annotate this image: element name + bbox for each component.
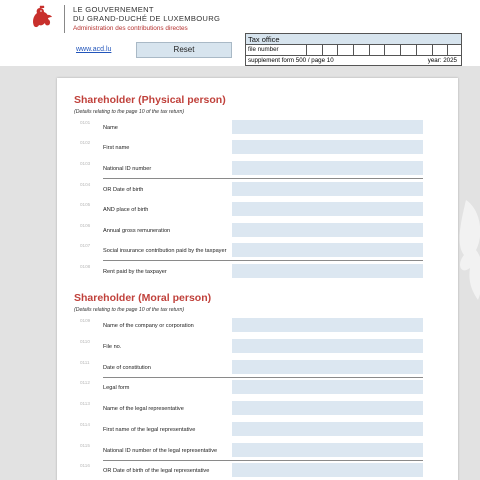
site-link[interactable]: www.acd.lu	[76, 46, 112, 53]
legal-rep-national-id-input[interactable]	[232, 443, 423, 457]
field-label: Name	[103, 125, 118, 131]
name-input[interactable]	[232, 120, 423, 134]
file-number-cell[interactable]	[400, 45, 416, 55]
file-no-input[interactable]	[232, 339, 423, 353]
app-header	[0, 0, 480, 66]
field-code: 0101	[80, 120, 91, 125]
form-row	[57, 339, 458, 359]
field-code: 0105	[80, 202, 91, 207]
supplement-label: supplement form 500 / page 10	[248, 57, 334, 64]
form-row	[57, 140, 458, 160]
year-label: year: 2025	[427, 57, 457, 64]
field-code: 0116	[80, 463, 90, 468]
field-label: Annual gross remuneration	[103, 228, 171, 234]
supplement-row	[245, 56, 462, 66]
government-title	[73, 5, 220, 23]
field-label: Date of constitution	[103, 365, 151, 371]
tax-office-field[interactable]: Tax office	[245, 33, 462, 45]
file-number-cell[interactable]	[447, 45, 463, 55]
file-number-cell[interactable]	[416, 45, 432, 55]
form-row	[57, 318, 458, 338]
section-title-physical: Shareholder (Physical person)	[74, 94, 226, 106]
social-insurance-input[interactable]	[232, 243, 423, 257]
field-label: Legal form	[103, 385, 130, 391]
form-row	[57, 401, 458, 421]
separator	[103, 377, 423, 378]
field-code: 0103	[80, 161, 91, 166]
field-label: First name of the legal representative	[103, 427, 196, 433]
field-label: File no.	[103, 344, 122, 350]
tax-office-box	[245, 33, 462, 67]
file-number-cell[interactable]	[432, 45, 448, 55]
legal-rep-name-input[interactable]	[232, 401, 423, 415]
company-name-input[interactable]	[232, 318, 423, 332]
form-row	[57, 202, 458, 222]
file-number-cell[interactable]	[384, 45, 400, 55]
field-code: 0108	[80, 264, 91, 269]
separator	[103, 260, 423, 261]
form-row	[57, 223, 458, 243]
field-label: OR Date of birth	[103, 187, 144, 193]
section-note-physical: (Details relating to the page 10 of the tax return)	[74, 109, 185, 115]
field-label: AND place of birth	[103, 207, 149, 213]
file-number-cell[interactable]	[322, 45, 338, 55]
field-code: 0109	[80, 318, 91, 323]
form-row	[57, 264, 458, 284]
national-id-input[interactable]	[232, 161, 423, 175]
file-number-cells[interactable]	[306, 45, 463, 55]
rent-paid-input[interactable]	[232, 264, 423, 278]
file-number-label: file number	[248, 46, 279, 53]
section-title-moral: Shareholder (Moral person)	[74, 292, 212, 304]
separator	[103, 460, 423, 461]
file-number-cell[interactable]	[306, 45, 322, 55]
government-title-line1: LE GOUVERNEMENT	[73, 5, 154, 14]
place-of-birth-input[interactable]	[232, 202, 423, 216]
field-label: Name of the company or corporation	[103, 323, 194, 329]
file-number-cell[interactable]	[353, 45, 369, 55]
field-code: 0114	[80, 422, 90, 427]
field-label: Name of the legal representative	[103, 406, 184, 412]
field-label: National ID number of the legal representative	[103, 448, 218, 454]
administration-name: Administration des contributions directes	[73, 25, 188, 32]
file-number-row	[245, 45, 462, 56]
field-label: National ID number	[103, 166, 152, 172]
date-of-constitution-input[interactable]	[232, 360, 423, 374]
header-divider	[64, 5, 65, 33]
reset-button[interactable]: Reset	[136, 42, 232, 58]
field-code: 0104	[80, 182, 91, 187]
field-label: OR Date of birth of the legal representative	[103, 468, 210, 474]
field-code: 0115	[80, 443, 90, 448]
file-number-cell[interactable]	[337, 45, 353, 55]
file-number-cell[interactable]	[369, 45, 385, 55]
form-row	[57, 463, 458, 480]
field-label: First name	[103, 145, 130, 151]
form-page	[57, 78, 458, 480]
legal-rep-date-of-birth-input[interactable]	[232, 463, 423, 477]
section-note-moral: (Details relating to the page 10 of the tax return)	[74, 307, 185, 313]
form-row	[57, 422, 458, 442]
form-row	[57, 380, 458, 400]
field-code: 0102	[80, 140, 91, 145]
field-code: 0112	[80, 380, 90, 385]
date-of-birth-input[interactable]	[232, 182, 423, 196]
form-row	[57, 120, 458, 140]
field-code: 0107	[80, 243, 91, 248]
gross-remuneration-input[interactable]	[232, 223, 423, 237]
field-label: Rent paid by the taxpayer	[103, 269, 167, 275]
government-title-line2: DU GRAND-DUCHÉ DE LUXEMBOURG	[73, 14, 221, 23]
legal-rep-first-name-input[interactable]	[232, 422, 423, 436]
legal-form-input[interactable]	[232, 380, 423, 394]
field-code: 0111	[80, 360, 90, 365]
first-name-input[interactable]	[232, 140, 423, 154]
field-code: 0110	[80, 339, 90, 344]
form-row	[57, 182, 458, 202]
field-code: 0106	[80, 223, 91, 228]
separator	[103, 178, 423, 179]
field-code: 0113	[80, 401, 90, 406]
luxembourg-lion-logo	[27, 4, 55, 32]
field-label: Social insurance contribution paid by the taxpayer	[103, 248, 227, 254]
